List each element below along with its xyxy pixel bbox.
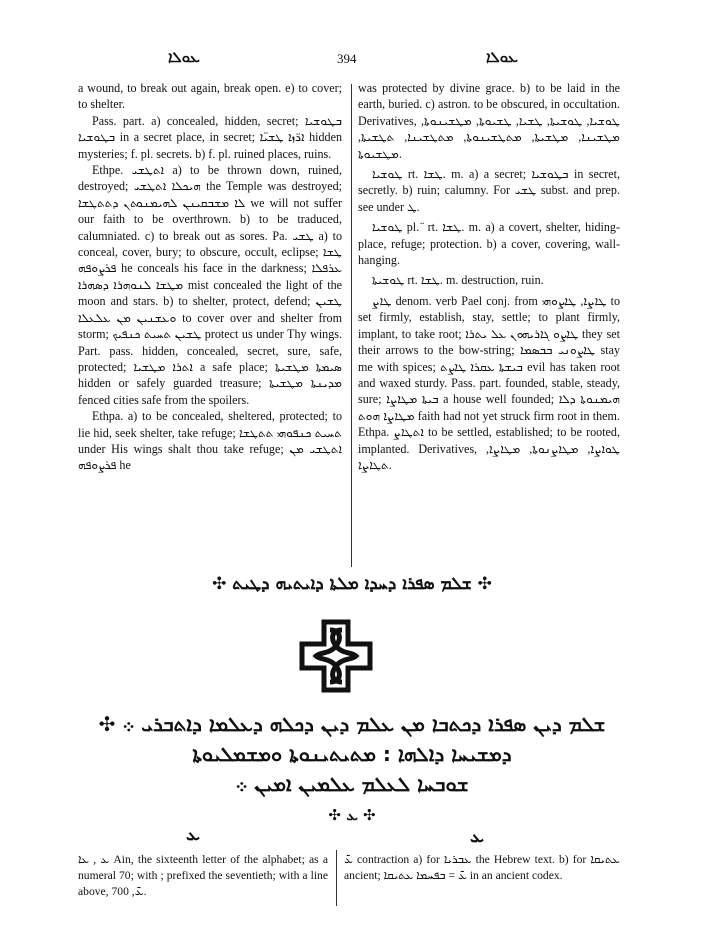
- right-paragraph: ܛܘܫܝܐ pl. ̈ rt. ܛܫܐ. m. a) a covert, shelter, hiding-place, refuge; protection. b) a cover, covering, wall-hanging.: [358, 220, 621, 268]
- left-paragraph: Ethpa. a) to be concealed, sheltered, protected; to lie hid, seek shelter, take refuge; ܬܚܝܬ ܟܢܦܘܗܝ ܬܬܛܫܐ under His wings shalt thou take refuge; ܐܬܛܫܝ ܡܢ ܦܪܨܘܦܗ he: [78, 409, 343, 473]
- right-paragraph: ܛܘܫܝܬܐ rt. ܛܫܐ. m. destruction, ruin.: [372, 273, 544, 288]
- knotted-cross-ornament: [296, 616, 376, 696]
- column-divider: [351, 84, 352, 567]
- colophon-line-4: ܫܘܒܚܐ ܠܥܠܡ ܥܠܡܝܢ ܐܡܝܢ ܀: [235, 772, 469, 796]
- right-paragraph: ܛܘܫܝܐ rt. ܛܫܐ. m. a) a secret; ܒܛܘܫܝܐ in secret, secretly. b) ruin; calumny. For ܛܫܝ subst. and prep. see under ܛ.: [358, 167, 620, 214]
- bottom-right-entry: [344, 852, 620, 884]
- right-paragraph: ܛܐܨ denom. verb Pael conj. from ܛܐܨܐ, ܛܐܨܘܗܝ to set firmly, establish, stay, settle; to plant firmly, implant, to take root; ܛܐܨܘ ܓܐܪܝܗܘܢ ܥܠ ܝܬܪܐ they set their arrows to the bow-string; ܛܐܨܘܢܝ ܒܒܣܡܐ stay me with spices; ܒܝܫܬܐ ܥܩܪܐ ܛܐܨܬ evil has taken root and waxed sturdy. Pass. part. founded, stable, steady, sure; ܒܝܬܐ ܡܛܐܨܐ a house well founded; ܗܝܡܢܘܬܐ ܕܠܐ ܡܛܐܨܐ ܗܘܬ faith had not yet struck firm root in them. Ethpa. ܐܬܛܐܨ to be settled, established; to be rooted, implanted. Derivatives, ܛܘܐܨܐ, ܡܛܐܨܢܘܬܐ, ܡܛܐܨܐ, ܬܛܐܨܐ.: [358, 293, 621, 472]
- page-number: 394: [337, 51, 357, 66]
- left-paragraph: Ethpe. ܐܬܛܫܝ a) to be thrown down, ruined, destroyed; ܗܝܟܠܐ ܐܬܛܫܝ the Temple was destroyed; ܠܐ ܡܫܒܩܝܢܢ ܠܗܝܡܢܘܬܢ ܕܬܬܛܫܐ we will not suffer our faith to be overthrown. b) to be traduced, calumniated. c) to break out as sores. Pa. ܛܫܝ a) to conceal, cover, bury; to obscure, occult, eclipse; ܛܫܐ ܦܪܨܘܦܗ he conceals his face in the darkness; ܥܪܦܠܐ ܡܛܫܐ ܠܢܘܗܪܐ ܕܣܗܪܐ mist concealed the light of the moon and stars. b) to shelter, protect, defend; ܛܫܝܢ ܘܥܫܢܝܢ ܡܢ ܥܠܥܠܐ to cover over and shelter from storm; ܛܫܝܢ ܬܚܝܬ ܟܢܦܝܟ protect us under Thy wings. Part. pass. hidden, concealed, secret, sure, safe, protected; ܐܬܪܐ ܡܛܫܝܐ a safe place; ܣܝܡܬܐ ܡܛܫܝܬܐ hidden or safely guarded treasure; ܡܕܝܢܬܐ ܡܛܫܝܬܐ fenced cities safe from the spoilers.: [78, 163, 342, 407]
- right-paragraph: was protected by divine grace. b) to be laid in the earth, buried. c) astron. to be obscured, in occultation. Derivatives, ܛܘܫܝܐ, ܛܘܫܝܬܐ, ܛܫܝܐ, ܛܫܝܘܬܐ, ܡܛܫܝܢܘܬܐ, ܡܛܫܝܢܐ, ܡܛܫܝܬܐ, ܡܬܛܫܝܢܘܬܐ, ܡܬܛܫܝܢܐ, ܬܛܫܝܬܐ, ܡܛܫܝܘܬܐ.: [358, 81, 620, 161]
- colophon-line-2: ✣ ܫܠܡ ܕܝܢ ܣܦܪܐ ܕܟܬܒܐ ܡܢ ܥܠܡ ܕܝܢ ܕܟܠܗ ܕܥܠܡܐ ܕܐܬܒܪܝ ܀: [98, 712, 606, 736]
- colophon-line-1: ✣ ܫܠܡ ܣܦܪܐ ܕܚܕܐ ܡܠܬܐ ܕܐܝܬܝܗ ܕܛܝܬ ✣: [212, 574, 492, 594]
- left-paragraph: a wound, to break out again, break open. e) to cover; to shelter.: [78, 81, 342, 112]
- header-right-word: ܥܘܠܐ: [486, 48, 518, 66]
- bottom-left-entry: [78, 852, 328, 900]
- letter-head-left: ܥ: [186, 824, 200, 845]
- colophon-line-3: ܕܡܫܝܚܐ ܕܐܠܗܐ : ܡܬܝܬܝܢܘܬܐ ܘܡܫܡܠܝܘܬܐ: [192, 742, 512, 766]
- left-column: [78, 80, 342, 474]
- left-paragraph: Pass. part. a) concealed, hidden, secret; ܒܛܘܫܝܐ ܒܛܘܫܝܐ in a secret place, in secret; ܐܪ̈ܙܐ ܛܫܝ̈ܐ hidden mysteries; f. pl. secrets. b) f. pl. ruined places, ruins.: [78, 113, 342, 161]
- letter-head-right: ܥ: [470, 826, 484, 847]
- header-left-word: ܥܘܠܐ: [168, 48, 200, 66]
- bottom-right-text: ܥ̄ contraction a) for ܥܒܪܝܐ the Hebrew text. b) for ܥܬܝܩܐ ancient; ܥ̄ = ܒܦܚܡܐ ܥܬܝܩܐ in an ancient codex.: [344, 853, 620, 882]
- right-column: [358, 80, 620, 473]
- colophon-ornament: ✣ ܥ ✣: [328, 806, 376, 824]
- bottom-left-text: ܥ , ܥܐ Ain, the sixteenth letter of the alphabet; as a numeral 70; with ; prefixed the seventieth; with a line above, ܥ̄, 700.: [78, 853, 328, 898]
- bottom-column-divider: [336, 850, 337, 906]
